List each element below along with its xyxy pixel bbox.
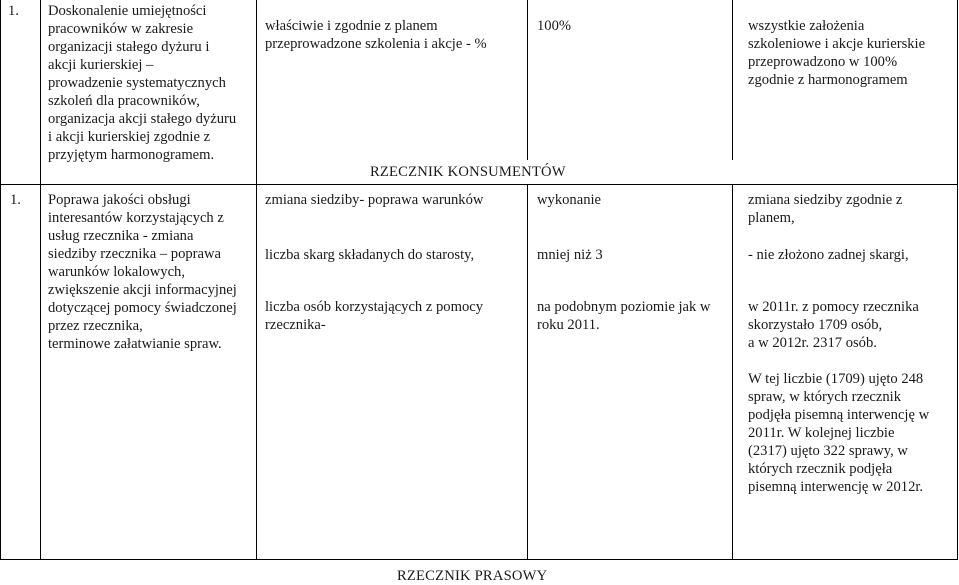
row2-result-complaints: - nie złożono zadnej skargi, <box>748 247 909 263</box>
table-col-divider-3 <box>527 0 528 160</box>
table-col-divider-2 <box>256 0 257 560</box>
table-col-divider-4b <box>732 184 733 560</box>
row2-target-execution: wykonanie <box>537 192 602 208</box>
table-row-divider-1 <box>0 184 958 185</box>
table-col-divider-4 <box>732 0 733 160</box>
table-col-divider-3b <box>527 184 528 560</box>
row1-result-text: wszystkie założenia szkoleniowe i akcje kurierskie przeprowadzono w 100% zgodnie z harmonogramem <box>748 18 926 88</box>
section-heading-press-officer: RZECZNIK PRASOWY <box>397 568 548 584</box>
row2-result-relocation: zmiana siedziby zgodnie z planem, <box>748 192 903 226</box>
table-border-right <box>957 0 958 560</box>
row2-goal-text: Poprawa jakości obsługi interesantów korzystających z usług rzecznika - zmiana siedziby rzecznika – poprawa warunków lokalowych, zwiększenie akcji informacyjnej dotyczącej pomocy świadczonej przez rzecznika, terminowe załatwianie spraw. <box>48 192 237 352</box>
row2-target-clients: na podobnym poziomie jak w roku 2011. <box>537 299 711 333</box>
row2-target-complaints: mniej niż 3 <box>537 247 603 263</box>
row2-result-interventions: W tej liczbie (1709) ujęto 248 spraw, w których rzecznik podjęła pisemną interwencję w 2011r. W kolejnej liczbie (2317) ujęto 322 sprawy, w których rzecznik podjęła pisemną interwencję w 2012r. <box>748 371 930 495</box>
row2-result-clients: w 2011r. z pomocy rzecznika skorzystało 1709 osób, a w 2012r. 2317 osób. <box>748 299 919 351</box>
row2-number: 1. <box>10 192 21 208</box>
row2-measure-complaints: liczba skarg składanych do starosty, <box>265 247 475 263</box>
section-heading-consumer-ombudsman: RZECZNIK KONSUMENTÓW <box>370 164 566 180</box>
row1-measure-text: właściwie i zgodnie z planem przeprowadzone szkolenia i akcje - % <box>265 18 487 52</box>
row2-measure-clients: liczba osób korzystających z pomocy rzecznika- <box>265 299 484 333</box>
row1-number: 1. <box>8 3 19 19</box>
table-row-divider-2 <box>0 559 958 560</box>
row2-measure-relocation: zmiana siedziby- poprawa warunków <box>265 192 484 208</box>
row1-goal-text: Doskonalenie umiejętności pracowników w zakresie organizacji stałego dyżuru i akcji kurierskiej – prowadzenie systematycznych szkoleń dla pracowników, organizacja akcji stałego dyżuru i akcji kurierskiej zgodnie z przyjętym harmonogramem. <box>48 3 237 163</box>
table-col-divider-1 <box>40 0 41 560</box>
table-border-left <box>0 0 1 560</box>
row1-target-value: 100% <box>537 18 572 34</box>
